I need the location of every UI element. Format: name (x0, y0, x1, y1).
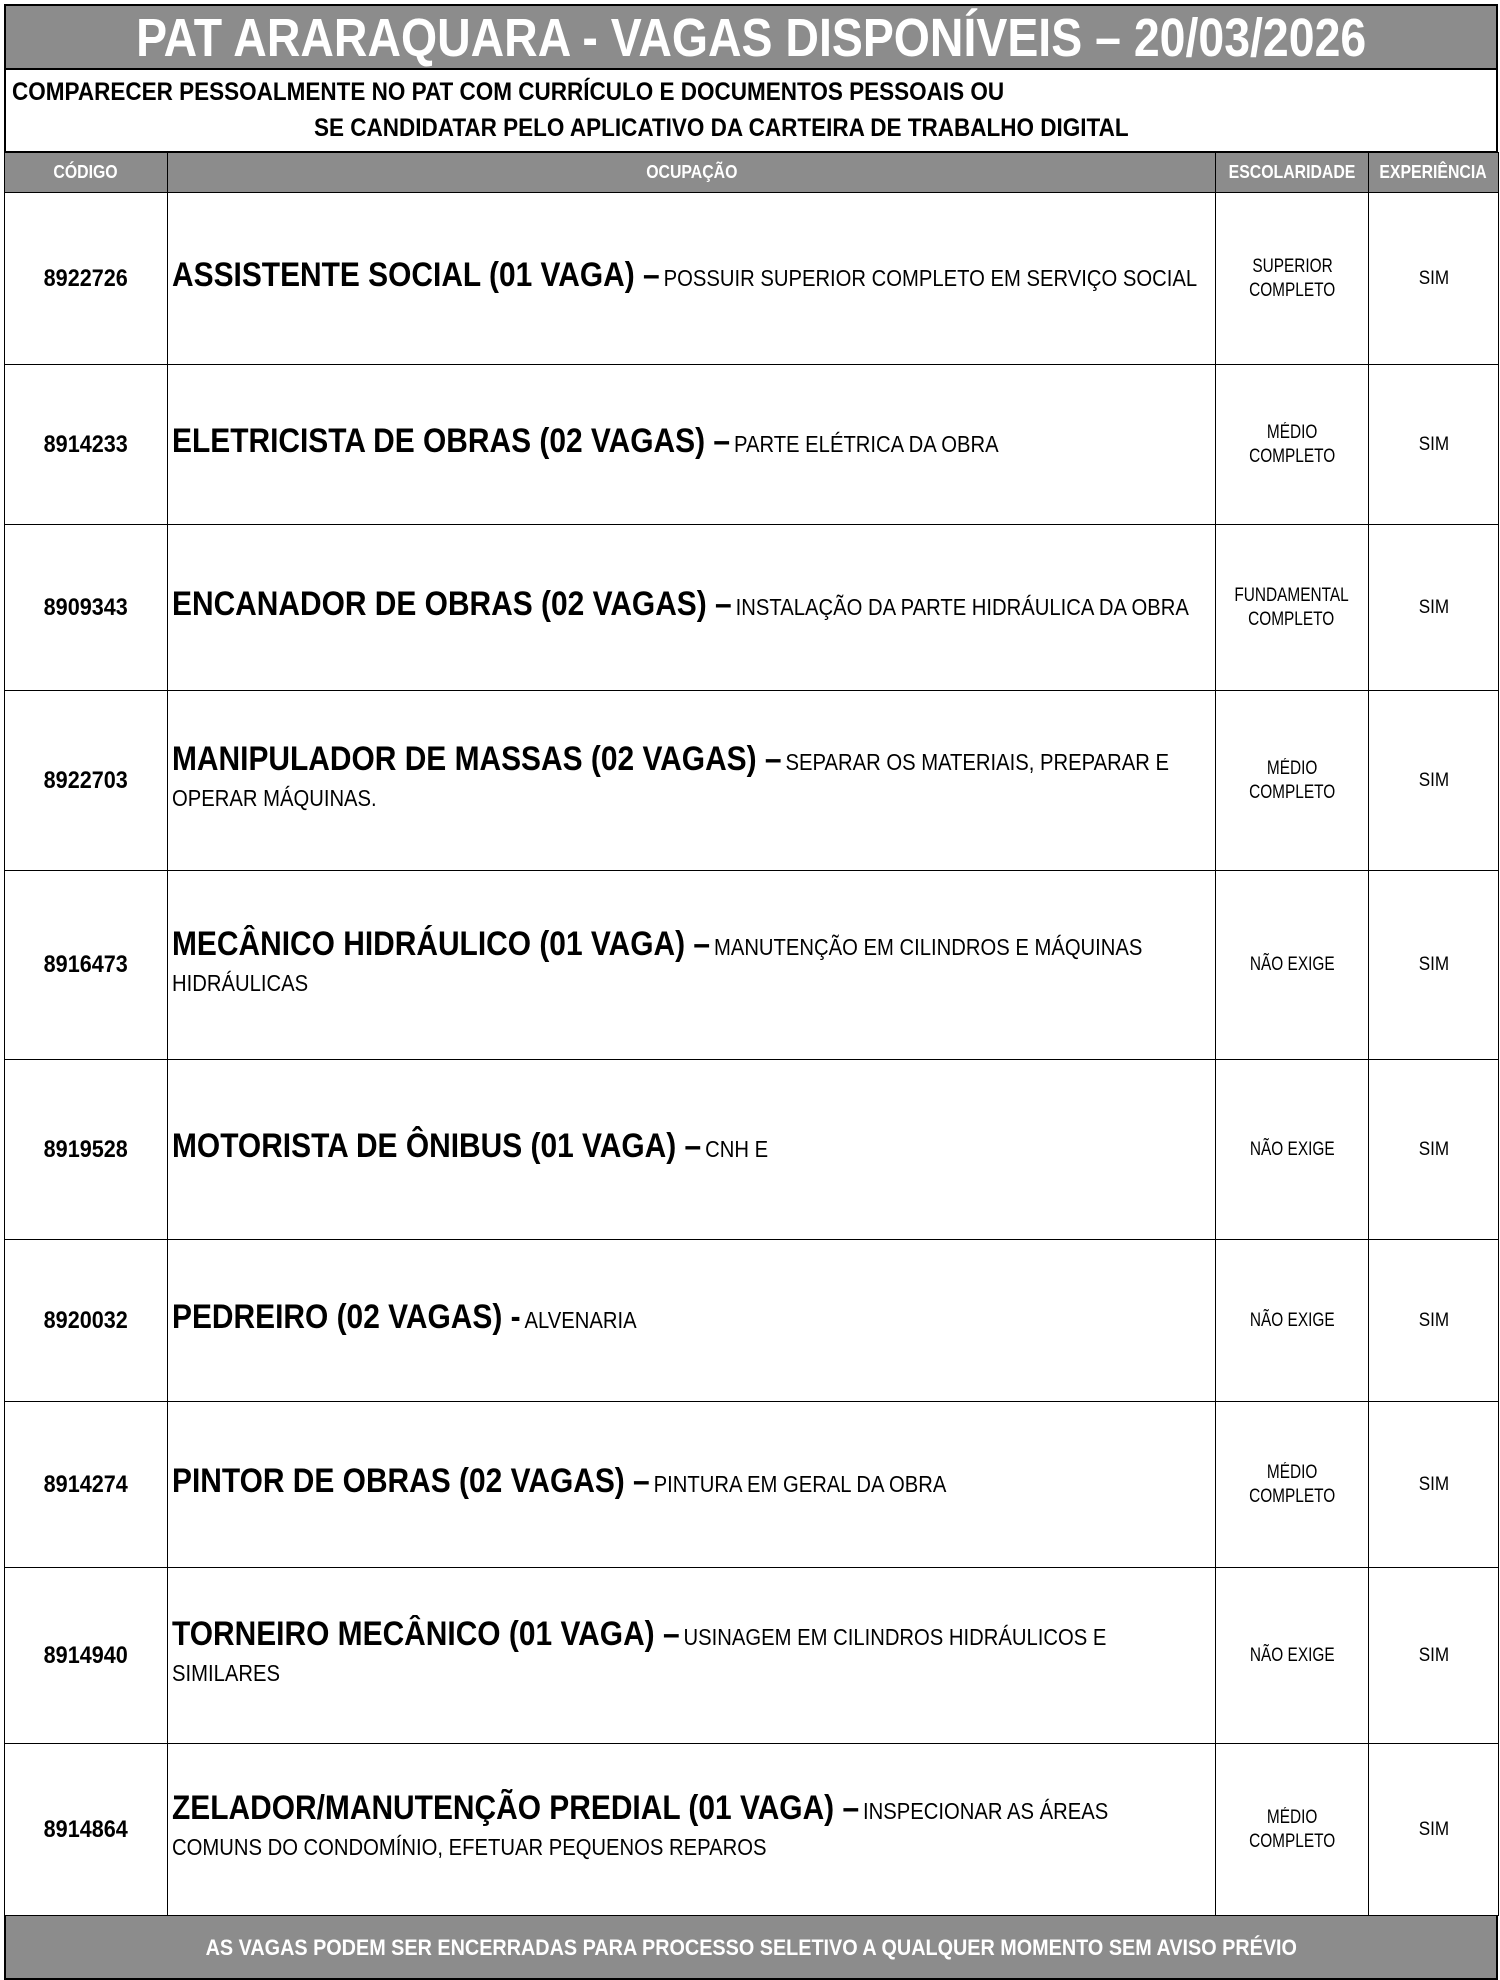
job-experience: SIM (1369, 525, 1499, 691)
page-title-text: PAT ARARAQUARA - VAGAS DISPONÍVEIS – 20/03/2026 (135, 8, 1367, 68)
instruction-line-1: COMPARECER PESSOALMENTE NO PAT COM CURRÍCULO E DOCUMENTOS PESSOAIS OU (12, 78, 1005, 106)
job-code: 8916473 (5, 871, 168, 1060)
education-line-2: COMPLETO (1248, 608, 1336, 630)
table-row (5, 1060, 1499, 1240)
job-description: ALVENARIA (524, 1307, 637, 1333)
job-education (1216, 691, 1369, 871)
education-line-2: COMPLETO (1248, 279, 1336, 301)
job-code: 8909343 (5, 525, 168, 691)
job-description: PARTE ELÉTRICA DA OBRA (733, 431, 999, 457)
job-code: 8914864 (5, 1744, 168, 1916)
job-description: PINTURA EM GERAL DA OBRA (653, 1471, 947, 1497)
job-description: INSPECIONAR AS ÁREAS COMUNS DO CONDOMÍNIO, EFETUAR PEQUENOS REPAROS (172, 1798, 1109, 1860)
jobs-table-body (5, 193, 1499, 1916)
job-experience: SIM (1369, 1402, 1499, 1568)
job-title: ASSISTENTE SOCIAL (01 VAGA) – (172, 256, 660, 294)
job-education (1216, 1402, 1369, 1568)
job-occupation (168, 1744, 1216, 1916)
table-row (5, 691, 1499, 871)
job-occupation (168, 691, 1216, 871)
job-code: 8914940 (5, 1568, 168, 1744)
job-title: TORNEIRO MECÂNICO (01 VAGA) – (172, 1615, 680, 1653)
table-header-row (5, 153, 1499, 193)
column-header-occupation: OCUPAÇÃO (168, 153, 1216, 193)
job-occupation (168, 1402, 1216, 1568)
education-line-2: COMPLETO (1248, 1830, 1336, 1852)
instructions-box (4, 68, 1498, 152)
table-row (5, 1402, 1499, 1568)
job-description: POSSUIR SUPERIOR COMPLETO EM SERVIÇO SOCIAL (663, 265, 1198, 291)
job-code: 8914274 (5, 1402, 168, 1568)
education-line-1: MÉDIO (1266, 421, 1318, 443)
education-line-1: NÃO EXIGE (1249, 1309, 1335, 1331)
footer-notice (4, 1916, 1498, 1980)
job-experience: SIM (1369, 1060, 1499, 1240)
table-row (5, 525, 1499, 691)
job-occupation (168, 365, 1216, 525)
education-line-2: COMPLETO (1248, 445, 1336, 467)
job-title: MANIPULADOR DE MASSAS (02 VAGAS) – (172, 740, 782, 778)
job-education (1216, 1240, 1369, 1402)
table-row (5, 1744, 1499, 1916)
education-line-2: COMPLETO (1248, 781, 1336, 803)
job-education (1216, 525, 1369, 691)
table-row (5, 1568, 1499, 1744)
education-line-1: MÉDIO (1266, 1461, 1318, 1483)
job-occupation (168, 1060, 1216, 1240)
education-line-1: SUPERIOR (1251, 255, 1333, 277)
job-title: MOTORISTA DE ÔNIBUS (01 VAGA) – (172, 1127, 702, 1165)
footer-notice-text: AS VAGAS PODEM SER ENCERRADAS PARA PROCESSO SELETIVO A QUALQUER MOMENTO SEM AVISO PRÉVIO (205, 1935, 1297, 1960)
education-line-1: NÃO EXIGE (1249, 1644, 1335, 1666)
education-line-1: NÃO EXIGE (1249, 954, 1335, 975)
education-line-1: MÉDIO (1266, 1806, 1318, 1828)
job-title: PEDREIRO (02 VAGAS) - (172, 1298, 521, 1336)
table-row (5, 871, 1499, 1060)
jobs-table (4, 152, 1499, 1916)
table-row (5, 365, 1499, 525)
job-education (1216, 193, 1369, 365)
job-code: 8920032 (5, 1240, 168, 1402)
job-education (1216, 1568, 1369, 1744)
job-code: 8919528 (5, 1060, 168, 1240)
table-row (5, 193, 1499, 365)
job-education (1216, 365, 1369, 525)
job-title: MECÂNICO HIDRÁULICO (01 VAGA) – (172, 924, 711, 963)
job-description: INSTALAÇÃO DA PARTE HIDRÁULICA DA OBRA (735, 594, 1189, 620)
job-experience: SIM (1369, 1240, 1499, 1402)
column-header-education: ESCOLARIDADE (1216, 153, 1369, 193)
job-title: ENCANADOR DE OBRAS (02 VAGAS) – (172, 585, 732, 623)
job-education (1216, 1060, 1369, 1240)
column-header-experience: EXPERIÊNCIA (1369, 153, 1499, 193)
job-education (1216, 1744, 1369, 1916)
job-experience: SIM (1369, 193, 1499, 365)
job-education (1216, 871, 1369, 1060)
job-description: CNH E (705, 1136, 769, 1162)
job-description: MANUTENÇÃO EM CILINDROS E MÁQUINAS HIDRÁULICAS (172, 933, 1143, 996)
job-occupation (168, 525, 1216, 691)
job-code: 8914233 (5, 365, 168, 525)
education-line-1: FUNDAMENTAL (1234, 584, 1350, 606)
job-experience: SIM (1369, 1744, 1499, 1916)
job-title: ELETRICISTA DE OBRAS (02 VAGAS) – (172, 422, 731, 460)
job-experience: SIM (1369, 365, 1499, 525)
job-title: ZELADOR/MANUTENÇÃO PREDIAL (01 VAGA) – (172, 1789, 860, 1827)
instruction-line-2: SE CANDIDATAR PELO APLICATIVO DA CARTEIRA DE TRABALHO DIGITAL (314, 114, 1129, 142)
education-line-1: NÃO EXIGE (1249, 1138, 1335, 1160)
job-occupation (168, 871, 1216, 1060)
job-occupation (168, 1240, 1216, 1402)
job-occupation (168, 193, 1216, 365)
job-code: 8922703 (5, 691, 168, 871)
job-description: USINAGEM EM CILINDROS HIDRÁULICOS E SIMILARES (172, 1624, 1107, 1686)
education-line-2: COMPLETO (1248, 1485, 1336, 1507)
job-code: 8922726 (5, 193, 168, 365)
job-description: SEPARAR OS MATERIAIS, PREPARAR E OPERAR MÁQUINAS. (172, 749, 1169, 811)
job-experience: SIM (1369, 691, 1499, 871)
table-row (5, 1240, 1499, 1402)
column-header-code: CÓDIGO (5, 153, 168, 193)
education-line-1: MÉDIO (1266, 757, 1318, 779)
job-title: PINTOR DE OBRAS (02 VAGAS) – (172, 1462, 650, 1500)
job-listing-sheet (4, 4, 1498, 1980)
page-title (4, 4, 1498, 68)
job-experience: SIM (1369, 871, 1499, 1060)
job-experience: SIM (1369, 1568, 1499, 1744)
job-occupation (168, 1568, 1216, 1744)
